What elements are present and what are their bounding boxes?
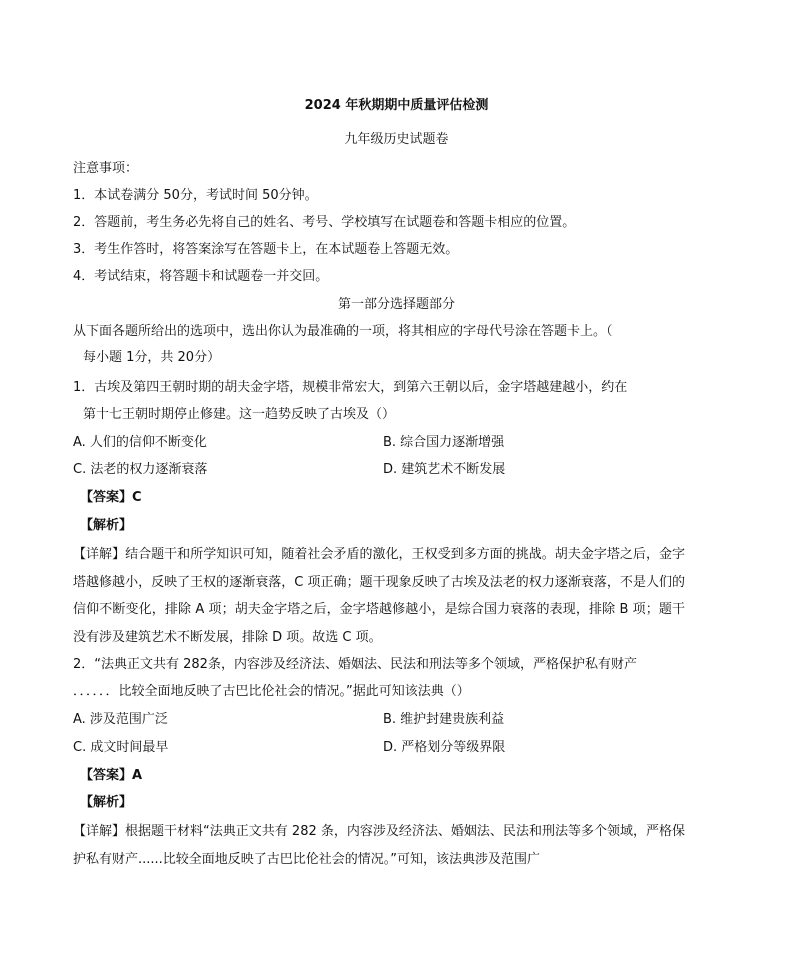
note-item-3: 3．考生作答时，将答案涂写在答题卡上，在本试题卷上答题无效。: [73, 242, 459, 257]
question-2-option-d: D. 严格划分等级界限: [383, 740, 506, 755]
question-1-answer: 【答案】C: [80, 490, 142, 505]
note-item-4: 4．考试结束，将答题卡和试题卷一并交回。: [73, 269, 329, 284]
notes-heading: 注意事项：: [73, 161, 139, 176]
question-2-answer: 【答案】A: [80, 768, 143, 783]
question-1-option-d: D. 建筑艺术不断发展: [383, 462, 506, 477]
section-instruction-line-1: 从下面各题所给出的选项中，选出你认为最准确的一项，将其相应的字母代号涂在答题卡上。（: [73, 324, 613, 339]
question-1-option-a: A. 人们的信仰不断变化: [73, 435, 207, 450]
question-1-option-c: C. 法老的权力逐渐衰落: [73, 462, 208, 477]
question-2-option-c: C. 成文时间最早: [73, 740, 169, 755]
question-1-stem-line-1: 1．古埃及第四王朝时期的胡夫金字塔，规模非常宏大，到第六王朝以后，金字塔越建越小，约在: [73, 380, 628, 395]
question-2-analysis-label: 【解析】: [80, 795, 133, 810]
question-1-stem-line-2: 第十七王朝时期停止修建。这一趋势反映了古埃及（）: [83, 407, 396, 422]
question-2-detail: 【详解】根据题干材料“法典正文共有 282 条，内容涉及经济法、婚姻法、民法和刑法等多个领域，严格保护私有财产......比较全面地反映了古巴比伦社会的情况。”可知，该法典涉及范围广: [73, 824, 685, 867]
question-1-analysis-label: 【解析】: [80, 518, 133, 533]
section-instruction-line-2: 每小题 1分，共 20分）: [83, 350, 221, 365]
question-1-option-b: B. 综合国力逐渐增强: [383, 435, 505, 450]
note-item-1: 1．本试卷满分 50分，考试时间 50分钟。: [73, 188, 318, 203]
question-2-option-a: A. 涉及范围广泛: [73, 712, 168, 727]
question-1-detail: 【详解】结合题干和所学知识可知，随着社会矛盾的激化，王权受到多方面的挑战。胡夫金字塔之后，金字塔越修越小，反映了王权的逐渐衰落，C 项正确；题干现象反映了古埃及法老的权力逐渐衰落，不是人们的信仰不断变化，排除 A 项；胡夫金字塔之后，金字塔越修越小，是综合国力衰落的表现，排除 B 项；题干没有涉及建筑艺术不断发展，排除 D 项。故选 C 项。: [73, 547, 685, 645]
question-2-stem-line-2: ．．．．．．比较全面地反映了古巴比伦社会的情况。”据此可知该法典（）: [73, 684, 470, 699]
note-item-2: 2．答题前，考生务必先将自己的姓名、考号、学校填写在试题卷和答题卡相应的位置。: [73, 215, 576, 230]
question-2-stem-line-1: 2．“法典正文共有 282条，内容涉及经济法、婚姻法、民法和刑法等多个领域，严格保护私有财产: [73, 657, 637, 672]
question-2-option-b: B. 维护封建贵族利益: [383, 712, 505, 727]
exam-subtitle: 九年级历史试题卷: [344, 132, 449, 147]
exam-title: 2024 年秋期期中质量评估检测: [304, 98, 489, 113]
section-title: 第一部分选择题部分: [337, 297, 455, 312]
